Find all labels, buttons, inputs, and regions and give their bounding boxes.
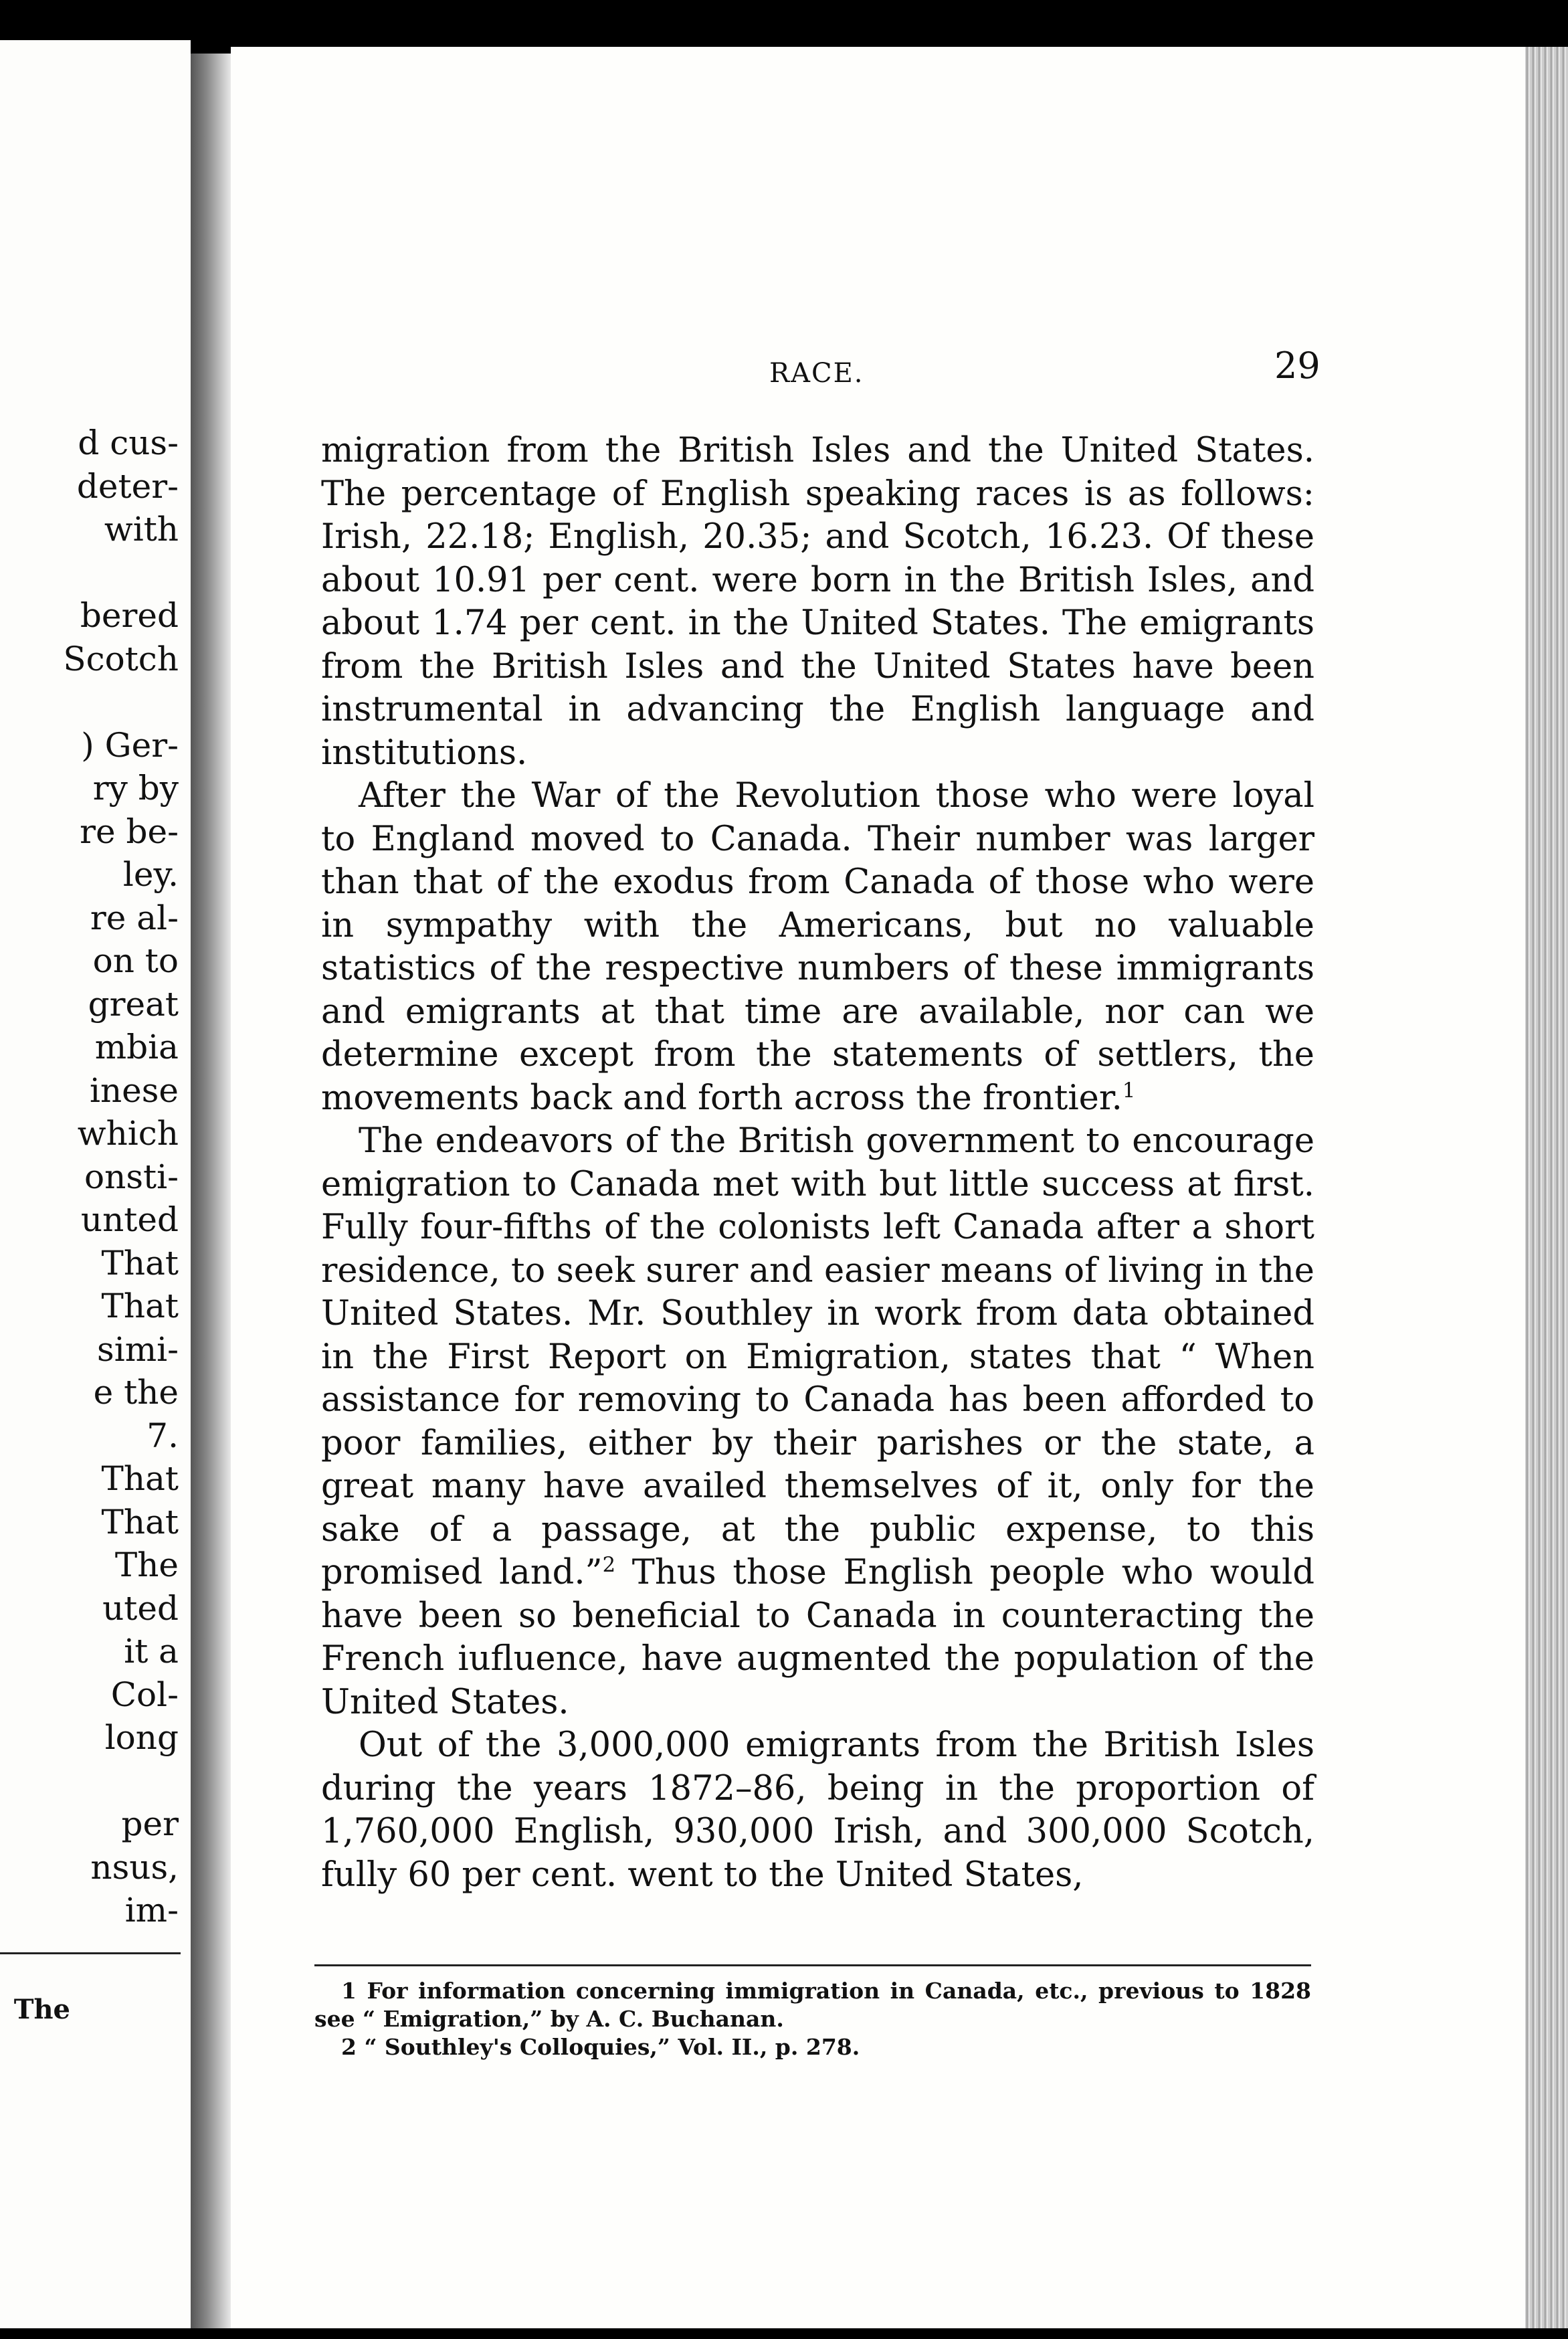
previous-page-line: unted <box>80 1200 179 1239</box>
previous-page-line: Col- <box>110 1675 179 1714</box>
previous-page-line: on to <box>92 941 179 980</box>
previous-page-footnote-fragment: The <box>13 1994 70 2025</box>
footnote-ref-1: 1 <box>1122 1079 1136 1103</box>
footnote-ref-2: 2 <box>602 1554 616 1577</box>
footnote-rule <box>314 1964 1311 1966</box>
previous-page-footnote-rule <box>0 1952 181 1954</box>
previous-page-line: uted <box>102 1588 179 1628</box>
footnote-2: 2 “ Southley's Colloquies,” Vol. II., p. 278. <box>341 2034 860 2060</box>
previous-page-line: The <box>114 1546 179 1584</box>
running-head: RACE. <box>769 358 864 389</box>
previous-page-line: mbia <box>94 1028 179 1066</box>
previous-page-line: re al- <box>90 898 179 937</box>
previous-page-line: ) Ger- <box>81 725 179 765</box>
previous-page-line: which <box>77 1114 179 1153</box>
footnotes <box>314 1977 1311 2061</box>
previous-page-line: That <box>101 1502 179 1541</box>
previous-page-line: That <box>101 1243 179 1283</box>
previous-page-line: per <box>121 1804 179 1843</box>
previous-page-line: great <box>88 984 179 1024</box>
page-edges <box>1525 47 1568 2328</box>
previous-page-line: simi- <box>97 1329 179 1369</box>
paragraph-text: After the War of the Revolution those who were loyal to England moved to Canada. Their number was larger than that of the exodus from Canada of those who were in sympathy with the Americans, but no valuable statistics of the respective numbers of these immigrants and emigrants at that time are available, nor can we determine except from the statements of settlers, the movements back and forth across the frontier. <box>321 776 1314 1118</box>
previous-page-line: e the <box>93 1373 179 1412</box>
paragraph-text: The endeavors of the British government to encourage emigration to Canada met with but little success at first. Fully four-fifths of the colonists left Canada after a short residence, to seek surer and easier means of living in the United States. Mr. Southley in work from data obtained in the First Report on Emigration, states that “ When assistance for removing to Canada has been afforded to poor families, either by their parishes or the state, a great many have availed themselves of it, only for the sake of a passage, at the public expense, to this promised land.” <box>321 1121 1314 1592</box>
previous-page-line: long <box>104 1718 179 1757</box>
previous-page-line: with <box>104 510 179 549</box>
page-header <box>231 345 1525 391</box>
previous-page-line <box>63 680 179 724</box>
footnote-1: 1 For information concerning immigration in Canada, etc., previous to 1828 see “ Emigration,” by A. C. Buchanan. <box>314 1978 1311 2032</box>
paragraph-text-cont: Thus those English people who would have been so beneficial to Canada in counteracting the French iufluence, have augmented the population of the United States. <box>321 1553 1315 1722</box>
previous-page-line: im- <box>124 1891 179 1930</box>
previous-page-line <box>63 1760 179 1803</box>
paragraph-endeavors <box>321 1120 1314 1724</box>
previous-page-line: That <box>101 1287 179 1325</box>
previous-page-line: nsus, <box>90 1847 179 1887</box>
previous-page-line: ry by <box>92 769 179 808</box>
previous-page-fragment <box>0 40 191 2328</box>
previous-page-line: ley. <box>122 855 179 894</box>
previous-page-line: deter- <box>76 466 179 506</box>
previous-page-line: 7. <box>146 1416 179 1455</box>
page-29 <box>231 47 1525 2328</box>
previous-page-text <box>63 422 179 1932</box>
body-text <box>321 430 1314 1897</box>
previous-page-line: inese <box>89 1070 179 1110</box>
previous-page-line: That <box>101 1459 179 1498</box>
previous-page-line: bered <box>80 596 179 635</box>
previous-page-line: it a <box>124 1632 179 1671</box>
page-number: 29 <box>1274 345 1320 387</box>
previous-page-line: d cus- <box>78 424 179 462</box>
paragraph-revolution <box>321 775 1314 1120</box>
previous-page-line <box>63 551 179 595</box>
previous-page-line: onsti- <box>84 1157 179 1196</box>
previous-page-line: re be- <box>80 812 179 851</box>
paragraph-emigrants: Out of the 3,000,000 emigrants from the British Isles during the years 1872–86, being in the proportion of 1,760,000 English, 930,000 Irish, and 300,000 Scotch, fully 60 per cent. went to the United States, <box>321 1725 1314 1895</box>
book-gutter <box>191 54 231 2328</box>
paragraph-continued: migration from the British Isles and the United States. The percentage of English speaking races is as follows: Irish, 22.18; English, 20.35; and Scotch, 16.23. Of these about 10.91 per cent. were born in the British Isles, and about 1.74 per cent. in the United States. The emigrants from the British Isles and the United States have been instrumental in advancing the English language and institutions. <box>321 431 1314 773</box>
previous-page-line: Scotch <box>63 639 179 678</box>
